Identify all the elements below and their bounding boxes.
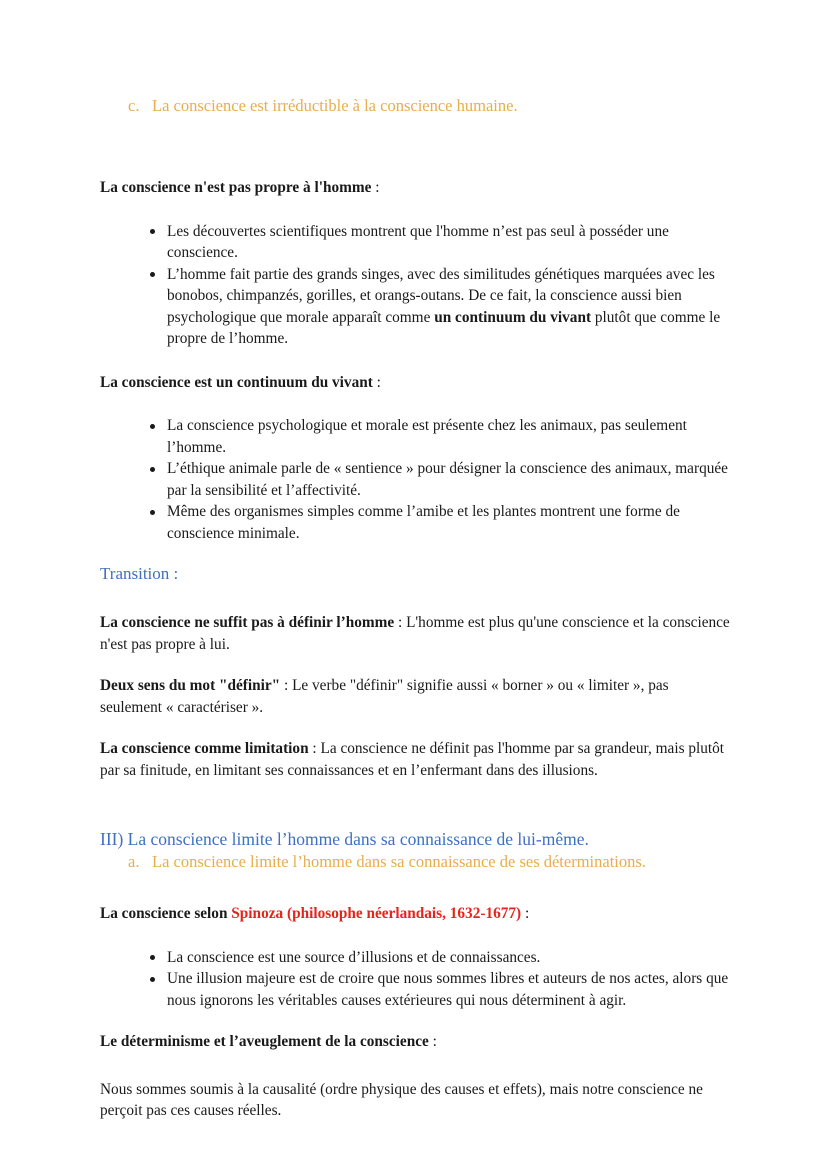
determinism-lead-suffix: : [428,1033,437,1050]
spacer [100,873,730,903]
list-item-text-bold: un continuum du vivant [434,308,592,326]
transition-paragraph-2 [100,675,730,718]
list-item [150,221,730,264]
spacer [100,393,730,415]
block1-lead-suffix: : [371,179,380,196]
closing-paragraph: Nous sommes soumis à la causalité (ordre physique des causes et effets), mais notre conscience ne perçoit pas ces causes réelles. [100,1080,703,1119]
spacer [100,925,730,947]
block2-lead [100,372,730,394]
transition-paragraph-1-rest: : L'homme est plus qu'une conscience et la conscience n'est pas propre à lui. [100,614,730,653]
block1-bullet-list [100,221,730,350]
transition-paragraph-3-lead: La conscience comme limitation [100,740,309,757]
spacer [100,1053,730,1079]
spinoza-lead-prefix: La conscience selon [100,905,232,922]
spacer [100,586,730,612]
list-item [150,501,730,544]
subsection-heading-a [128,851,730,873]
spacer [100,655,730,675]
list-item [150,415,730,458]
list-item-text: La conscience est une source d’illusions et de connaissances. [167,948,541,966]
transition-paragraph-2-rest: : Le verbe "définir" signifie aussi « borner » ou « limiter », pas seulement « caractériser ». [100,677,669,716]
subsection-title-a: La conscience limite l’homme dans sa connaissance de ses déterminations. [152,852,646,871]
determinism-lead-bold: Le déterminisme et l’aveuglement de la conscience [100,1033,429,1050]
spacer [100,117,730,177]
transition-paragraph-1-lead: La conscience ne suffit pas à définir l’homme [100,614,395,631]
block1-lead-bold: La conscience n'est pas propre à l'homme [100,179,372,196]
spacer [100,544,730,562]
transition-paragraph-2-lead: Deux sens du mot "définir" [100,677,281,694]
subsection-marker-c: c. [128,96,140,115]
section-heading-iii: III) La conscience limite l’homme dans sa connaissance de lui-même. [100,829,589,849]
subsection-marker-a: a. [128,852,140,871]
list-item-text-post: plutôt que comme le propre de l’homme. [167,308,721,347]
section3-bullet-list [100,947,730,1012]
list-item-text: Une illusion majeure est de croire que nous sommes libres et auteurs de nos actes, alors que nous ignorons les véritables causes extérieures qui nous déterminent à agir. [167,970,729,1009]
list-item-text: Même des organismes simples comme l’amibe et les plantes montrent une forme de conscience minimale. [167,503,680,542]
subsection-heading-c [128,95,730,117]
spacer [100,350,730,372]
spacer [100,1011,730,1031]
block2-lead-bold: La conscience est un continuum du vivant [100,373,373,391]
spacer [100,718,730,738]
list-item-text-pre: L’homme fait partie des grands singes, avec des similitudes génétiques marquées avec les bonobos, chimpanzés, gorilles, et orangs-outans. De ce fait, la conscience aussi bien psychologique que morale apparaît comme [167,265,715,326]
spinoza-highlight: Spinoza (philosophe néerlandais, 1632-1677) [231,905,522,922]
transition-paragraph-3 [100,738,730,781]
document-content [100,95,730,1122]
transition-paragraph-3-rest: : La conscience ne définit pas l'homme par sa grandeur, mais plutôt par sa finitude, en limitant ses connaissances et en l’enfermant dans des illusions. [100,740,725,779]
block2-bullet-list [100,415,730,544]
list-item [150,968,730,1011]
transition-heading: Transition : [100,564,179,583]
list-item-text: Les découvertes scientifiques montrent que l'homme n’est pas seul à posséder une conscience. [167,222,669,261]
list-item [150,947,730,969]
list-item [150,264,730,350]
block1-lead [100,177,730,199]
determinism-lead [100,1031,730,1053]
spacer [100,781,730,827]
list-item [150,458,730,501]
block2-lead-suffix: : [372,373,381,391]
transition-paragraph-1 [100,612,730,655]
list-item-text: L’éthique animale parle de « sentience » pour désigner la conscience des animaux, marquée par la sensibilité et l’affectivité. [167,460,728,499]
subsection-title-c: La conscience est irréductible à la conscience humaine. [152,96,518,115]
spinoza-lead [100,903,730,925]
spacer [100,199,730,221]
list-item-text: La conscience psychologique et morale est présente chez les animaux, pas seulement l’homme. [167,417,687,456]
spinoza-lead-suffix: : [521,905,530,922]
